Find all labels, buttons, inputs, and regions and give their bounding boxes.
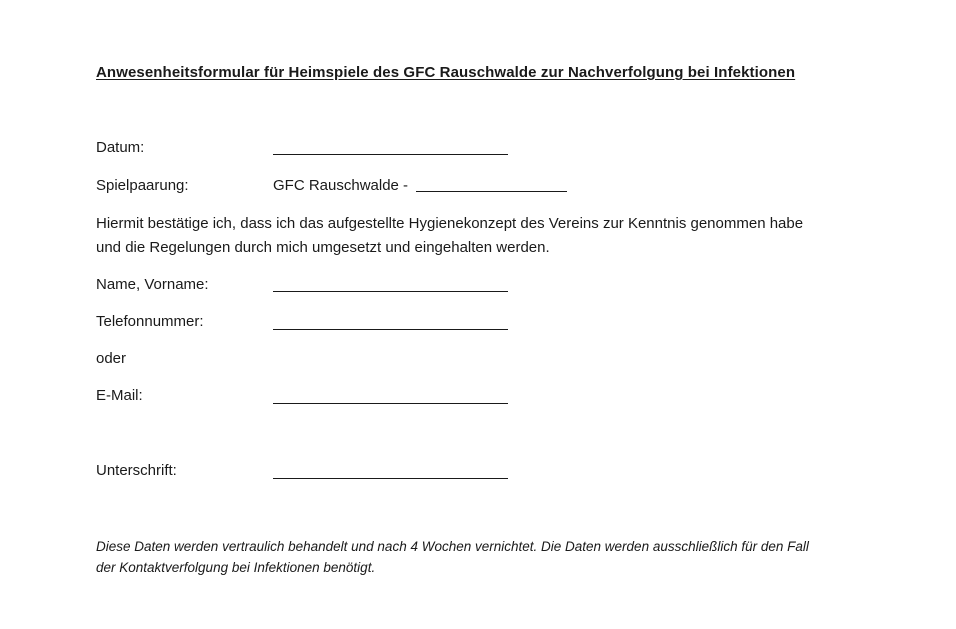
telefon-field-line[interactable] <box>273 329 508 330</box>
privacy-note <box>96 536 926 578</box>
confirmation-line-1: Hiermit bestätige ich, dass ich das aufgestellte Hygienekonzept des Vereins zur Kenntnis genommen habe <box>96 215 804 232</box>
privacy-note-line-1: Diese Daten werden vertraulich behandelt und nach 4 Wochen vernichtet. Die Daten werden ausschließlich für den Fall <box>96 539 809 554</box>
spielpaarung-opponent-line[interactable] <box>416 191 567 192</box>
spielpaarung-label: Spielpaarung: <box>96 177 189 194</box>
oder-label: oder <box>96 350 127 367</box>
unterschrift-label: Unterschrift: <box>96 462 177 479</box>
form-title: Anwesenheitsformular für Heimspiele des GFC Rauschwalde zur Nachverfolgung bei Infektionen <box>96 64 796 81</box>
privacy-note-line-2: der Kontaktverfolgung bei Infektionen benötigt. <box>96 560 376 575</box>
name-field-line[interactable] <box>273 291 508 292</box>
unterschrift-field-line[interactable] <box>273 478 508 479</box>
name-label: Name, Vorname: <box>96 276 209 293</box>
email-label: E-Mail: <box>96 387 143 404</box>
email-field-line[interactable] <box>273 403 508 404</box>
confirmation-line-2: und die Regelungen durch mich umgesetzt und eingehalten werden. <box>96 239 550 256</box>
datum-field-line[interactable] <box>273 154 508 155</box>
confirmation-text <box>96 212 916 260</box>
datum-label: Datum: <box>96 139 145 156</box>
spielpaarung-home-team: GFC Rauschwalde - <box>273 177 409 194</box>
telefon-label: Telefonnummer: <box>96 313 204 330</box>
